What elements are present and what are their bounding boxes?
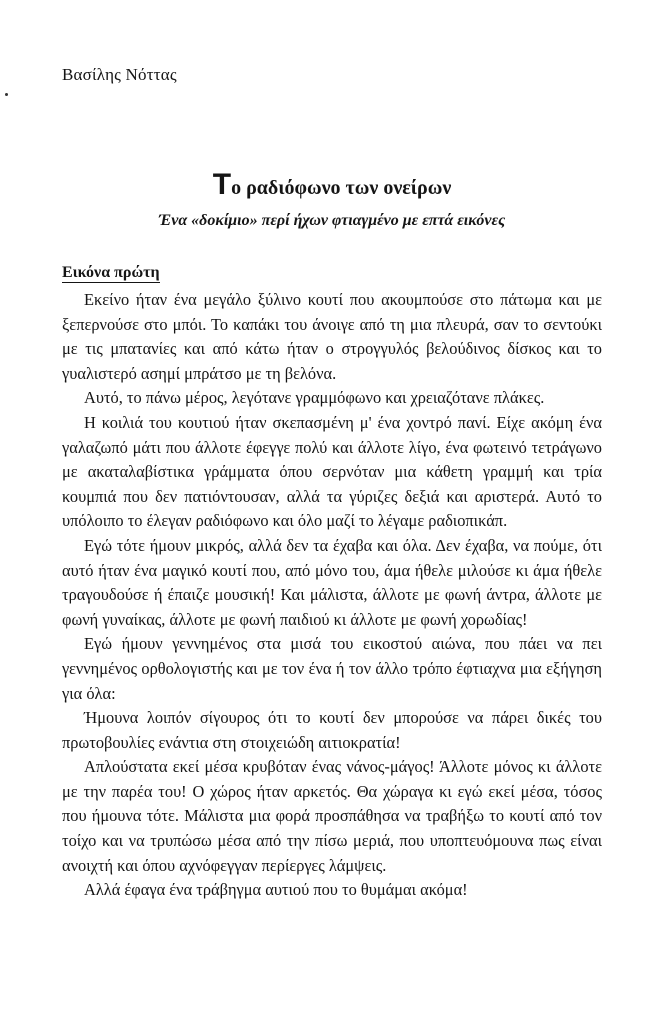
paragraph: Ήμουνα λοιπόν σίγουρος ότι το κουτί δεν μπορούσε να πάρει δικές του πρωτοβουλίες ενάντια στη στοιχειώδη αιτιοκρατία! (62, 708, 602, 752)
author-name: Βασίλης Νόττας (62, 65, 177, 84)
title-text: ο ραδιόφωνο των ονείρων (231, 177, 452, 199)
paragraph: Εγώ ήμουν γεννημένος στα μισά του εικοστού αιώνα, που πάει να πει γεννημένος ορθολογιστής και με τον ένα ή τον άλλο τρόπο έφτιαχνα μια εξήγηση για όλα: (62, 634, 602, 703)
paragraph: Η κοιλιά του κουτιού ήταν σκεπασμένη μ' ένα χοντρό πανί. Είχε ακόμη ένα γαλαζωπό μάτι που άλλοτε έφεγγε πολύ και άλλοτε λίγο, ένα φωτεινό τετράγωνο με ακαταλαβίστικα γράμματα όπου σερνόταν μια κάθετη γραμμή και τρία κουμπιά που δεν πατιόντουσαν, αλλά τα γύριζες δεξιά και αριστερά. Αυτό το υπόλοιπο το έλεγαν ραδιόφωνο και όλο μαζί το λέγαμε ραδιοπικάπ. (62, 412, 602, 531)
paragraph: Εγώ τότε ήμουν μικρός, αλλά δεν τα έχαβα και όλα. Δεν έχαβα, να πούμε, ότι αυτό ήταν ένα μαγικό κουτί που, από μόνο του, άμα ήθελε μιλούσε κι άμα ήθελε τραγουδούσε ή έπαιζε μουσική! Και μάλιστα, άλλοτε με φωνή άντρα, άλλοτε με φωνή γυναίκας, άλλοτε με φωνή παιδιού κι άλλοτε με φωνή χορωδίας! (62, 535, 602, 629)
page-title (0, 168, 664, 202)
paragraph: Αυτό, το πάνω μέρος, λεγότανε γραμμόφωνο και χρειαζότανε πλάκες. (84, 388, 545, 408)
title-initial: Τ (212, 168, 232, 201)
section-heading: Εικόνα πρώτη (62, 264, 160, 281)
body-text (62, 288, 602, 903)
page-subtitle: Ένα «δοκίμιο» περί ήχων φτιαγμένο με επτά εικόνες (158, 212, 506, 229)
scan-speck (5, 93, 8, 96)
paragraph: Εκείνο ήταν ένα μεγάλο ξύλινο κουτί που ακουμπούσε στο πάτωμα και με ξεπερνούσε στο μπόι. Το καπάκι του άνοιγε από τη μια πλευρά, σαν το σεντούκι με τις μπατανίες και από κάτω ήταν ο στρογγυλός βελούδινος δίσκος και το γυαλιστερό ασημί μπράτσο με τη βελόνα. (62, 290, 602, 383)
paragraph: Αλλά έφαγα ένα τράβηγμα αυτιού που το θυμάμαι ακόμα! (84, 880, 468, 900)
paragraph: Απλούστατα εκεί μέσα κρυβόταν ένας νάνος-μάγος! Άλλοτε μόνος κι άλλοτε με την παρέα του! Ο χώρος ήταν αρκετός. Θα χώραγα κι εγώ εκεί μέσα, τόσος που ήμουνα τότε. Μάλιστα μια φορά προσπάθησα να τραβήξω το κουτί από τον τοίχο και να τρυπώσω μέσα από την πίσω μεριά, που υποπτευόμουνα πως είναι ανοιχτή και όπου αχνόφεγγαν περίεργες λάμψεις. (62, 757, 602, 875)
